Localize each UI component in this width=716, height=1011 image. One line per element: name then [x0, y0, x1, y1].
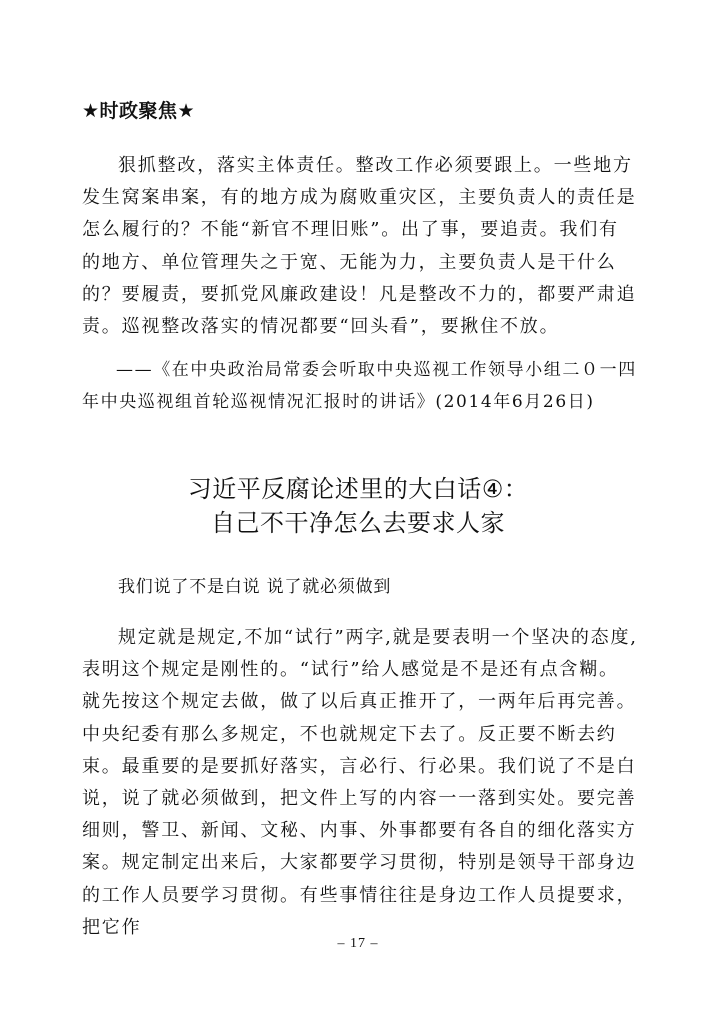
article-subheading: 我们说了不是白说 说了就必须做到	[118, 577, 392, 597]
article-title-line-1: 习近平反腐论述里的大白话④：	[187, 475, 529, 503]
quote-block	[82, 150, 638, 343]
quote-source-block	[82, 354, 642, 418]
body-block	[82, 622, 638, 944]
quote-paragraph: 狠抓整改，落实主体责任。整改工作必须要跟上。一些地方发生窝案串案，有的地方成为腐败重灾区，主要负责人的责任是怎么履行的？不能“新官不理旧账”。出了事，要追责。我们有的地方、单位管理失之于宽、无能为力，主要负责人是干什么的？要履责，要抓党风廉政建设！凡是整改不力的，都要严肃追责。巡视整改落实的情况都要“回头看”，要揪住不放。	[82, 155, 637, 338]
section-heading: ★时政聚焦★	[82, 100, 196, 122]
article-title-line-2: 自己不干净怎么去要求人家	[211, 509, 505, 537]
body-paragraph: 规定就是规定,不加“试行”两字,就是要表明一个坚决的态度,表明这个规定是刚性的。“试行”给人感觉是不是还有点含糊。就先按这个规定去做，做了以后真正推开了，一两年后再完善。中央纪委有那么多规定，不也就规定下去了。反正要不断去约束。最重要的是要抓好落实，言必行、行必果。我们说了不是白说，说了就必须做到，把文件上写的内容一一落到实处。要完善细则，警卫、新闻、文秘、内事、外事都要有各自的细化落实方案。规定制定出来后，大家都要学习贯彻，特别是领导干部身边的工作人员要学习贯彻。有些事情往往是身边工作人员提要求，把它作	[82, 627, 638, 938]
article-title	[0, 472, 716, 540]
page-number: – 17 –	[337, 936, 379, 951]
quote-source: ——《在中央政治局常委会听取中央巡视工作领导小组二０一四年中央巡视组首轮巡视情况汇报时的讲话》(2014年6月26日)	[82, 360, 637, 412]
